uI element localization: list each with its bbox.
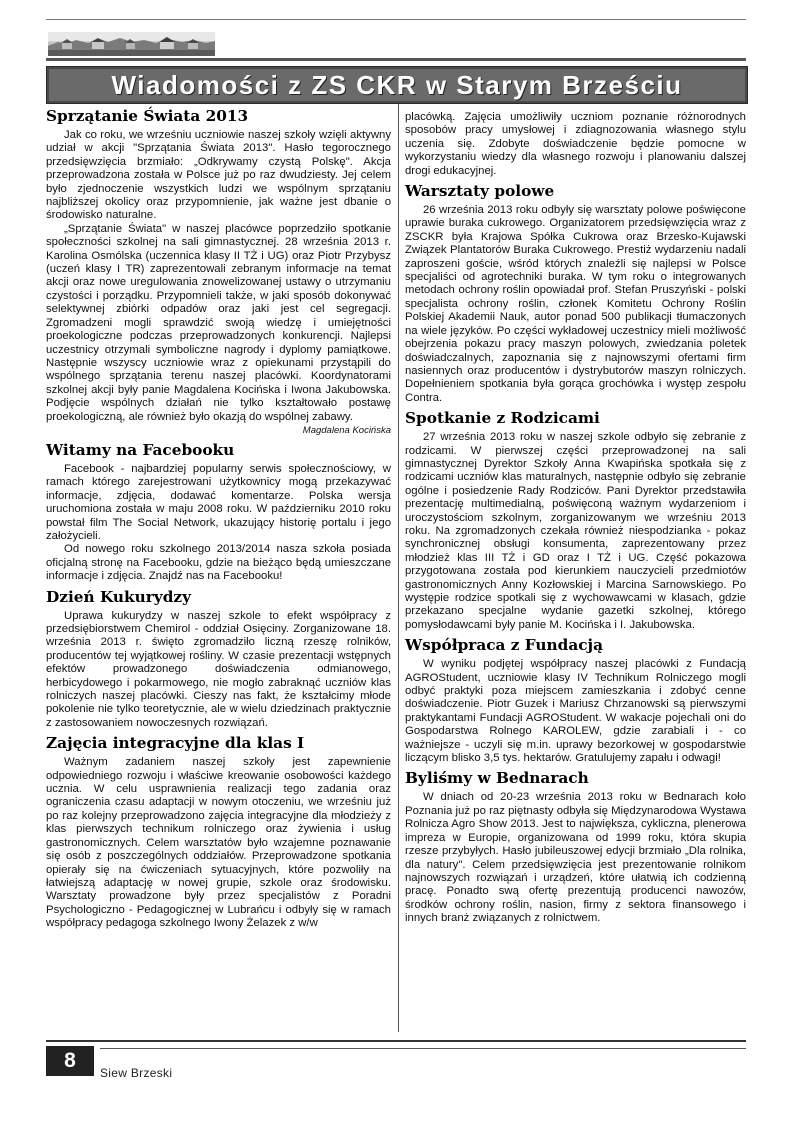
magazine-name: Siew Brzeski [100,1066,173,1080]
article-paragraph-continued: placówką. Zajęcia umożliwiły uczniom poznanie różnorodnych sposobów pracy umysłowej i zdiagnozowania własnego stylu uczenia się. Zdobyte doświadczenie będzie pomocne w wykorzystaniu wiedzy dla własnego rozwoju i planowaniu dalszej drogi edukacyjnej. [405,111,746,177]
article-title: Byliśmy w Bednarach [405,769,589,788]
article-paragraph: 26 września 2013 roku odbyły się warsztaty polowe poświęcone uprawie buraka cukrowego. Organizatorem przedsięwzięcia wraz z ZSCKR była Krajowa Spółka Cukrowa oraz Brzesko-Kujawski Związek Plantatorów Buraka Cukrowego. Prestiż wydarzeniu nadali zaproszeni goście, wśród których znaleźli się najlepsi w Polsce specjaliści od agrotechniki buraka. W tym roku o integrowanych metodach ochrony roślin opowiadał prof. Stefan Pruszyński - polski specjalista ochrony roślin, członek Komitetu Ochrony Roślin Polskiej Akademii Nauk, autor ponad 500 publikacji tłumaczonych na wiele języków. Po części wykładowej uczestnicy mieli możliwość obejrzenia pokazu pracy maszyn polowych, zwiedzania poletek doświadczalnych, zapoznania się z najnowszymi ofertami firm nasiennych oraz producentów i dystrybutorów maszyn rolniczych. Dopełnieniem spotkania była gorąca grochówka i występ zespołu Contra. [405,204,746,404]
page-number: 8 [46,1046,94,1076]
article-title: Spotkanie z Rodzicami [405,409,600,428]
article-paragraph: Uprawa kukurydzy w naszej szkole to efekt współpracy z przedsiębiorstwem Chemirol - oddział Osięciny. Zorganizowane 18. września 2013 r. święto zgromadziło liczną rzeszę rolników, producentów tej wyjątkowej rośliny. W czasie prezentacji wstępnych efektów prowadzonego doświadczenia odmianowego, herbicydowego i pokarmowego, nie mogło zabraknąć uczniów klas rolniczych naszej placówki. Cieszy nas fakt, że kształcimy młode pokolenie nie tylko teoretycznie, ale w wielu dziedzinach praktycznie z zastosowaniem nowoczesnych rozwiązań. [46,609,391,729]
article-paragraph: Ważnym zadaniem naszej szkoły jest zapewnienie odpowiedniego rozwoju i właściwe kreowanie osobowości każdego ucznia. W celu usprawnienia realizacji tego zadania oraz ograniczenia czasu adaptacji w nowym otoczeniu, we wrześniu już po raz kolejny przeprowadzono zajęcia integracyjne dla młodzieży z klas pierwszych technikum rolniczego oraz żywienia i usług gastronomicznych. Celem warsztatów było wzajemne poznawanie się osób z poszczególnych oddziałów. Przeprowadzone spotkania opierały się na ćwiczeniach sytuacyjnych, które pozwoliły na łatwiejszą adaptację w nowej grupie, szkole oraz środowisku. Warsztaty prowadzone były przez specjalistów z Poradni Psychologiczno - Pedagogicznej w Lubrańcu i odbyły się w ramach współpracy pedagoga szkolnego Iwony Żelazek z w/w [46,756,391,930]
right-column [405,111,746,926]
top-rule [46,19,746,20]
article-paragraph: Jak co roku, we wrześniu uczniowie naszej szkoły wzięli aktywny udział w akcji "Sprzątania Świata 2013". Hasło tegorocznego przedsięwzięcia brzmiało: „Odkrywamy czystą Polskę". Akcja przeprowadzona została w Polsce już po raz dwudziesty. Jej celem było zjednoczenie wszystkich ludzi we wspólnym sprzątaniu najbliższej okolicy oraz przypomnienie, jak ważne jest dbanie o środowisko naturalne. [46,129,391,222]
article-title: Warsztaty polowe [405,182,555,201]
footer-thin-rule [100,1048,746,1049]
left-column [46,107,391,931]
article-title: Współpraca z Fundacją [405,636,604,655]
article-author: Magdalena Kocińska [302,424,391,436]
article-title: Witamy na Facebooku [46,440,235,459]
header-photo [48,32,215,56]
article-paragraph: Facebook - najbardziej popularny serwis społecznościowy, w ramach którego zarejestrowani użytkownicy mogą przekazywać informacje, zdjęcia, dodawać komentarze. Polska wersja uruchomiona została w maju 2008 roku. W październiku 2010 roku powstał film The Social Network, ukazujący historię portalu i jego założycieli. [46,462,391,542]
article-title: Dzień Kukurydzy [46,587,191,606]
article-paragraph: „Sprzątanie Świata" w naszej placówce poprzedziło spotkanie społeczności szkolnej na sali gimnastycznej. 28 września 2013 r. Karolina Osmólska (uczennica klasy II TŻ i UG) oraz Piotr Przybysz (uczeń klasy I TR) zaprezentowali zebranym informacje na temat akcji oraz nowe uregulowania znowelizowanej ustawy o utrzymaniu czystości i porządku. Przypomnieli także, w jaki sposób dokonywać selektywnej zbiórki odpadów oraz jaki jest cel segregacji. Zgromadzeni mogli sprawdzić swoją wiedzę i umiejętności proekologiczne podczas przeprowadzonych konkurencji. Najlepsi uczestnicy otrzymali symboliczne nagrody i dyplomy pamiątkowe. Następnie wszyscy uczniowie wraz z opiekunami przystąpili do wspólnego sprzątania terenu naszej placówki. Koordynatorami szkolnej akcji były panie Magdalena Kocińska i Iwona Jakubowska. Podjęcie wspólnych działań nie tylko kształtowało postawę proekologiczną, ale również było okazją do wspólnej zabawy. [46,222,391,423]
article-paragraph: W wyniku podjętej współpracy naszej placówki z Fundacją AGROStudent, uczniowie klasy IV Technikum Rolniczego mogli odbyć praktyki poza miejscem zamieszkania i zdobyć cenne doświadczenie. Piotr Guzek i Mariusz Chrzanowski są pierwszymi praktykantami Fundacji AGROStudent. W wakacje pojechali oni do Gospodarstwa Rolnego KAROLEW, gdzie zarabiali i - co ważniejsze - uczyli się m.in. uprawy bezorkowej w gospodarstwie liczącym blisko 3,5 tys. hektarów. Gratulujemy zapału i odwagi! [405,658,746,765]
header-rule [46,58,746,61]
article-paragraph: W dniach od 20-23 września 2013 roku w Bednarach koło Poznania już po raz piętnasty odbyła się Międzynarodowa Wystawa Rolnicza Agro Show 2013. Jest to największa, cykliczna, plenerowa impreza w Europie, organizowana od 1999 roku, która skupia rzesze przybyłych. Hasło jubileuszowej edycji brzmiało „Dla rolnika, dla natury". Celem przedsięwzięcia jest prezentowanie rolnikom najnowszych rozwiązań i urządzeń, które ułatwią ich codzienną pracę. Ponadto swą ofertę prezentują producenci nawozów, środków ochrony roślin, nasion, firmy z sektora finansowego i innych branż związanych z rolnictwem. [405,791,746,925]
article-paragraph: 27 września 2013 roku w naszej szkole odbyło się zebranie z rodzicami. W pierwszej części przeprowadzonej na sali gimnastycznej Dyrektor Szkoły Anna Kwapińska spotkała się z rodzicami uczniów klas maturalnych, następnie odbyło się zebranie ogólne i posiedzenie Rady Rodziców. Pani Dyrektor przedstawiła prezentację multimedialną, poświęconą ważnym wydarzeniom i uroczystościom szkolnym, zorganizowanym we wrześniu 2013 roku. Na zgromadzonych czekała również niespodzianka - pokaz synchronicznej obsługi konsumenta, zaprezentowany przez młodzież klas III TŻ i GD oraz I TŻ i UG. Część pokazowa przygotowana została pod kierunkiem nauczycieli przedmiotów gastronomicznych Anny Kozłowskiej i Marcina Sarnowskiego. Po występie rodzice spotkali się z wychowawcami w klasach, gdzie przekazano specjalne wydanie gazetki szkolnej, którego pomysłodawcami były panie M. Kocińska i I. Jakubowska. [405,431,746,631]
village-photo-icon [48,32,215,56]
footer-rule [46,1040,746,1042]
article-paragraph: Od nowego roku szkolnego 2013/2014 nasza szkoła posiada oficjalną stronę na Facebooku, gdzie na bieżąco będą umieszczane informacje i zdjęcia. Znajdź nas na Facebooku! [46,543,391,583]
article-title: Zajęcia integracyjne dla klas I [46,734,305,753]
column-divider [398,104,399,1032]
section-banner [46,66,748,104]
article-title: Sprzątanie Świata 2013 [46,107,249,125]
section-title: Wiadomości z ZS CKR w Starym Brześciu [111,70,683,100]
